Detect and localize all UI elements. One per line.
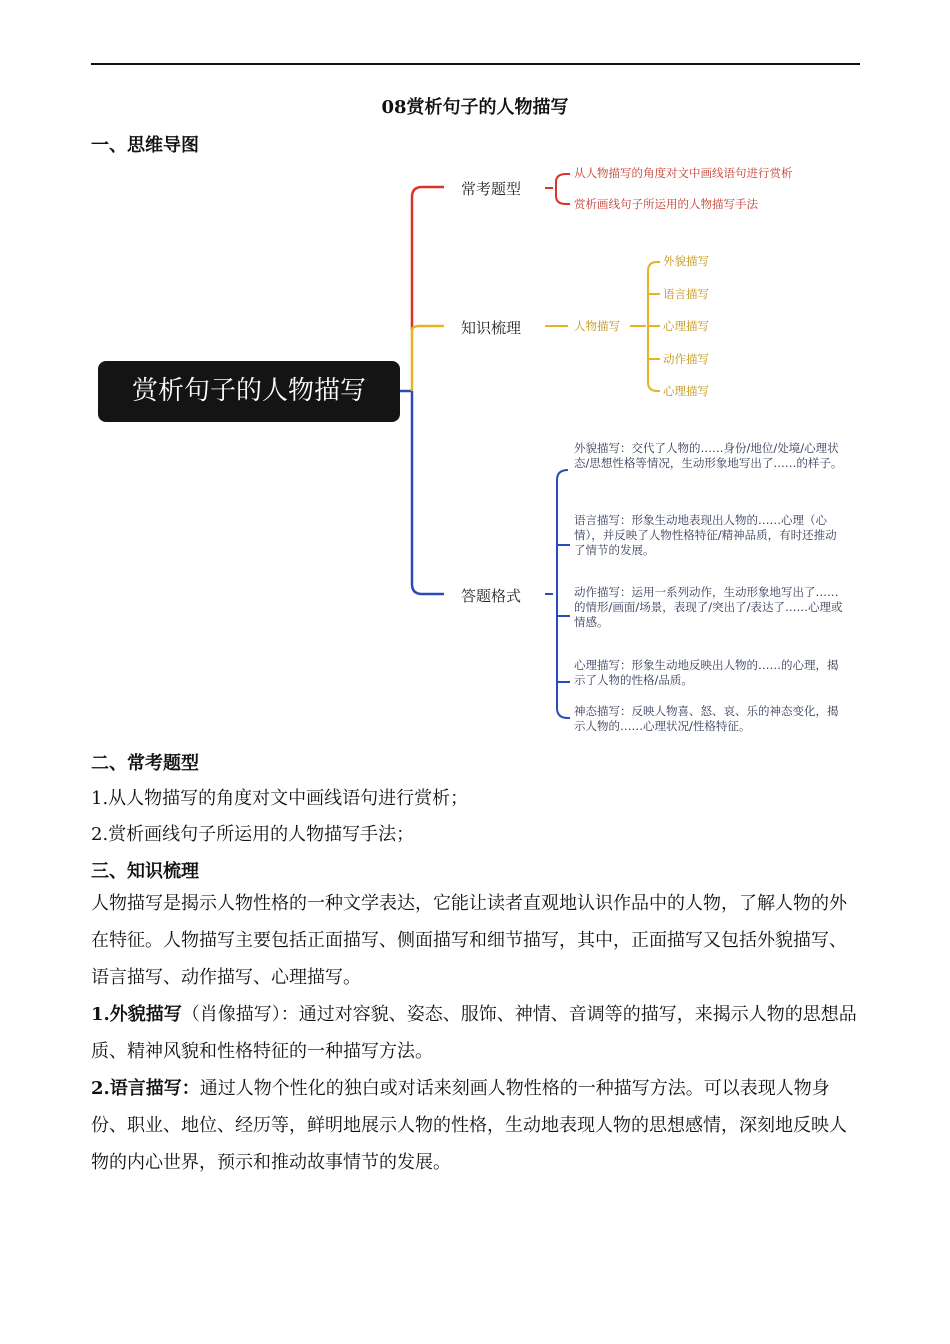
branch-answer-format: 答题格式 bbox=[461, 587, 522, 605]
answer-format-leaf: 心理描写：形象生动地反映出人物的……的心理，揭示了人物的性格/品质。 bbox=[574, 658, 839, 687]
question-type-leaf: 从人物描写的角度对文中画线语句进行赏析 bbox=[574, 166, 793, 180]
knowledge-leaf: 心理描写 bbox=[663, 384, 709, 398]
point-language bbox=[91, 1070, 860, 1181]
point-appearance-paren: （肖像描写）： bbox=[181, 1004, 299, 1025]
knowledge-leaf: 语言描写 bbox=[663, 287, 709, 301]
answer-format-leaf: 语言描写：形象生动地表现出人物的……心理（心情），并反映了人物性格特征/精神品质，有时还推动了情节的发展。 bbox=[574, 513, 837, 557]
section-heading-question-types: 二、常考题型 bbox=[91, 753, 199, 774]
document-title: 08赏析句子的人物描写 bbox=[381, 97, 569, 118]
section-heading-knowledge: 三、知识梳理 bbox=[91, 861, 199, 882]
point-appearance-body: 通过对容貌、姿态、服饰、神情、音调等的描写，来揭示人物的思想品质、精神风貌和性格特征的一种描写方法。 bbox=[91, 1004, 857, 1062]
question-type-leaf: 赏析画线句子所运用的人物描写手法 bbox=[574, 197, 758, 211]
knowledge-sub-node: 人物描写 bbox=[574, 319, 620, 333]
knowledge-leaf: 动作描写 bbox=[663, 352, 709, 366]
intro-paragraph: 人物描写是揭示人物性格的一种文学表达，它能让读者直观地认识作品中的人物，了解人物的外在特征。人物描写主要包括正面描写、侧面描写和细节描写，其中，正面描写又包括外貌描写、语言描写、动作描写、心理描写。 bbox=[91, 893, 847, 988]
question-type-item: 1.从人物描写的角度对文中画线语句进行赏析； bbox=[91, 788, 469, 809]
section-heading-mindmap: 一、思维导图 bbox=[91, 135, 199, 156]
answer-format-leaf: 神态描写：反映人物喜、怒、哀、乐的神态变化，揭示人物的……心理状况/性格特征。 bbox=[574, 704, 839, 733]
knowledge-leaf: 心理描写 bbox=[663, 319, 709, 333]
point-language-body: 通过人物个性化的独白或对话来刻画人物性格的一种描写方法。可以表现人物身份、职业、地位、经历等，鲜明地展示人物的性格，生动地表现人物的思想感情，深刻地反映人物的内心世界，预示和推动故事情节的发展。 bbox=[91, 1078, 847, 1173]
point-appearance-heading: 1.外貌描写 bbox=[91, 1004, 182, 1025]
answer-format-leaf: 动作描写：运用一系列动作，生动形象地写出了……的情形/画面/场景，表现了/突出了/表达了……心理或情感。 bbox=[574, 585, 843, 629]
question-type-item: 2.赏析画线句子所运用的人物描写手法； bbox=[91, 824, 415, 845]
branch-question-types: 常考题型 bbox=[461, 180, 522, 198]
answer-format-leaf: 外貌描写：交代了人物的……身份/地位/处境/心理状态/思想性格等情况，生动形象地写出了……的样子。 bbox=[574, 441, 843, 470]
point-appearance bbox=[91, 996, 860, 1070]
knowledge-leaf: 外貌描写 bbox=[663, 254, 709, 268]
point-language-heading: 2.语言描写： bbox=[91, 1078, 200, 1099]
mind-map-root-label: 赏析句子的人物描写 bbox=[131, 376, 366, 406]
branch-knowledge: 知识梳理 bbox=[461, 319, 522, 337]
